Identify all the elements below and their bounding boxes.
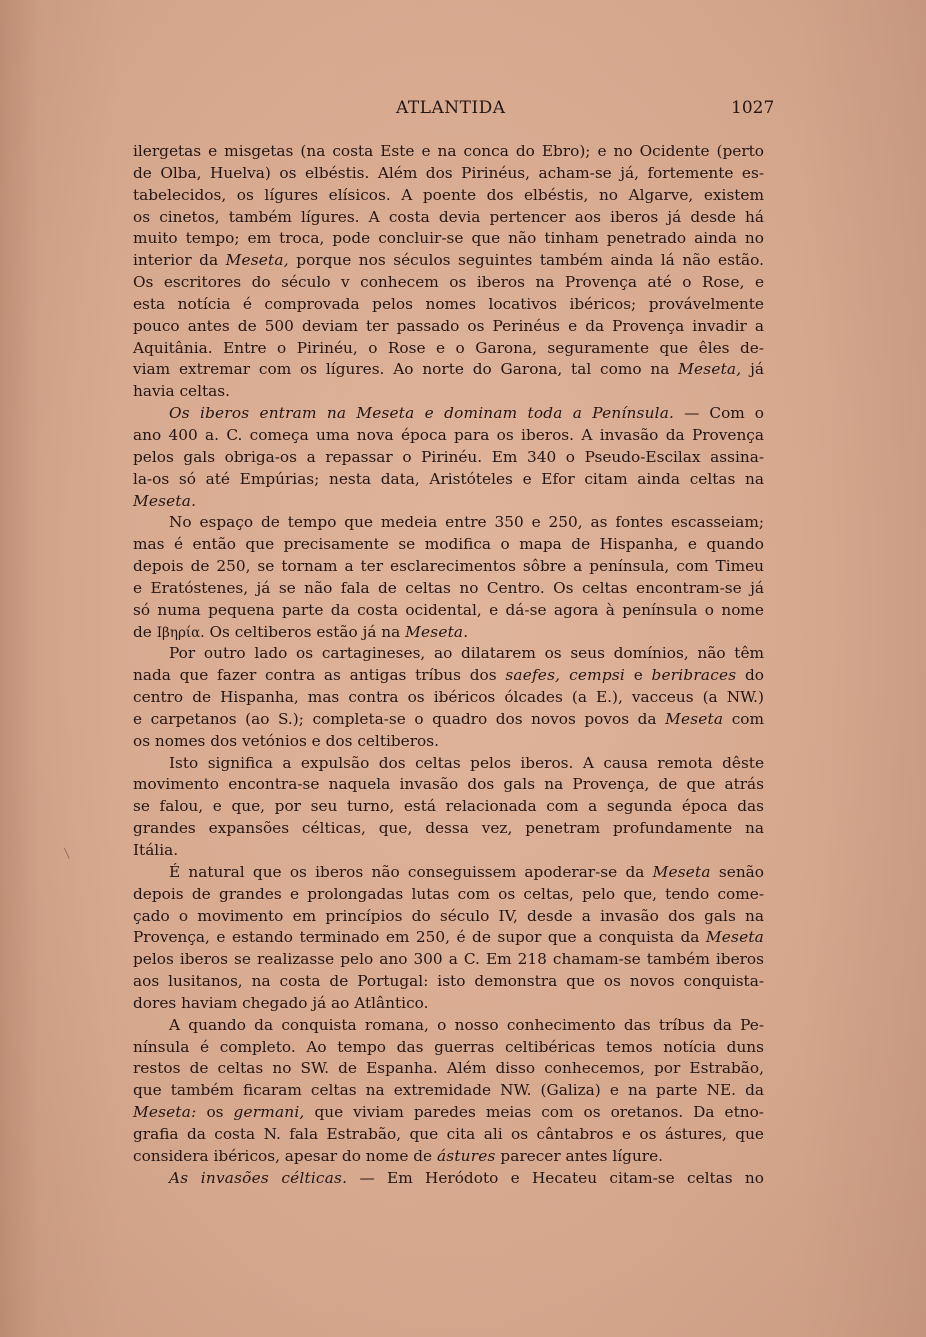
text-segment: nínsula é completo. Ao tempo das guerras celtibéricas temos notícia duns	[133, 1037, 764, 1056]
text-segment: do	[736, 666, 765, 685]
italic-text: Meseta	[665, 709, 724, 728]
text-line	[133, 600, 764, 622]
text-segment: dores haviam chegado já ao Atlântico.	[133, 993, 429, 1012]
text-segment: É natural que os iberos não conseguissem apoderar-se da	[169, 862, 653, 881]
text-segment: já	[741, 360, 764, 379]
text-segment: que também ficaram celtas na extremidade NW. (Galiza) e na parte NE. da	[133, 1081, 764, 1100]
text-line	[133, 643, 764, 665]
italic-text: Meseta	[705, 928, 764, 947]
italic-text: Meseta:	[133, 1103, 197, 1122]
text-segment: muito tempo; em troca, pode concluir-se que não tinham penetrado ainda no	[133, 229, 764, 248]
greek-text: Ιβηρία.	[156, 624, 205, 641]
text-line	[133, 228, 764, 250]
text-segment: centro de Hispanha, mas contra os ibéricos ólcades (a E.), vacceus (a NW.)	[133, 688, 764, 707]
text-segment: pelos iberos se realizasse pelo ano 300 a C. Em 218 chamam-se também iberos	[133, 950, 764, 969]
text-line	[133, 141, 764, 163]
text-line	[133, 447, 764, 469]
text-line	[133, 491, 764, 513]
text-line	[133, 993, 764, 1015]
text-segment: e Eratóstenes, já se não fala de celtas no Centro. Os celtas encontram-se já	[133, 578, 764, 597]
text-segment: considera ibéricos, apesar do nome de	[133, 1146, 437, 1165]
text-line	[133, 665, 764, 687]
text-segment: Os escritores do século v conhecem os iberos na Provença até o Rose, e	[133, 273, 764, 292]
text-segment: os cinetos, também lígures. A costa devia pertencer aos iberos já desde há	[133, 207, 764, 226]
text-line	[133, 469, 764, 491]
text-segment: Isto significa a expulsão dos celtas pelos iberos. A causa remota dêste	[169, 753, 764, 772]
text-segment: havia celtas.	[133, 382, 230, 401]
italic-text: ástures	[436, 1146, 496, 1165]
text-segment: viam extremar com os lígures. Ao norte do Garona, tal como na	[133, 360, 679, 379]
text-line	[133, 316, 764, 338]
text-segment: os nomes dos vetónios e dos celtiberos.	[133, 731, 439, 750]
text-segment: esta notícia é comprovada pelos nomes locativos ibéricos; provávelmente	[133, 294, 764, 313]
text-line	[133, 774, 764, 796]
text-line	[133, 796, 764, 818]
text-line	[133, 906, 764, 928]
text-segment: ilergetas e misgetas (na costa Este e na conca do Ebro); e no Ocidente (perto	[133, 142, 764, 160]
text-line	[133, 1146, 764, 1168]
text-segment: Provença, e estando terminado em 250, é de supor que a conquista da	[133, 928, 706, 947]
text-line	[133, 578, 764, 600]
text-line	[133, 338, 764, 360]
italic-text: Meseta.	[133, 491, 197, 510]
text-segment: çado o movimento em princípios do século IV, desde a invasão dos gals na	[133, 906, 764, 925]
text-line	[133, 250, 764, 272]
text-line	[133, 512, 764, 534]
text-segment: Aquitânia. Entre o Pirinéu, o Rose e o Garona, seguramente que êles de-	[133, 338, 764, 357]
text-segment: senão	[710, 862, 764, 881]
text-segment: movimento encontra-se naquela invasão dos gals na Provença, de que atrás	[133, 775, 764, 794]
text-segment: Os celtiberos estão já na	[204, 622, 406, 641]
text-line	[133, 1058, 764, 1080]
text-line	[133, 359, 764, 381]
text-segment: restos de celtas no SW. de Espanha. Além disso conhecemos, por Estrabão,	[133, 1059, 764, 1078]
text-line	[133, 840, 764, 862]
text-segment: com	[723, 709, 764, 728]
running-title: ATLANTIDA	[396, 98, 506, 118]
text-line	[133, 971, 764, 993]
text-line	[133, 818, 764, 840]
italic-text: As invasões célticas.	[169, 1168, 348, 1187]
italic-text: beribraces	[651, 666, 737, 685]
text-line	[133, 1037, 764, 1059]
text-line	[133, 862, 764, 884]
text-segment: Por outro lado os cartagineses, ao dilatarem os seus domínios, não têm	[169, 644, 764, 663]
text-segment: interior da	[133, 251, 226, 270]
text-segment: grafia da costa N. fala Estrabão, que cita ali os cântabros e os ástures, que	[133, 1124, 764, 1143]
text-segment: nada que fazer contra as antigas tríbus dos	[133, 666, 506, 685]
text-segment: — Com o	[674, 404, 764, 423]
italic-text: Meseta	[652, 862, 711, 881]
text-line	[133, 709, 764, 731]
italic-text: Meseta,	[678, 360, 742, 379]
text-line	[133, 622, 764, 644]
text-line	[133, 425, 764, 447]
text-line	[133, 1168, 764, 1190]
text-line	[133, 1102, 764, 1124]
text-line	[133, 185, 764, 207]
italic-text: saefes, cempsi	[505, 666, 625, 685]
text-line	[133, 534, 764, 556]
text-segment: só numa pequena parte da costa ocidental, e dá-se agora à península o nome	[133, 600, 764, 619]
text-segment: Itália.	[133, 841, 179, 859]
margin-pencil-mark	[64, 845, 75, 859]
text-segment: grandes expansões célticas, que, dessa vez, penetram profundamente na	[133, 819, 764, 838]
text-line	[133, 163, 764, 185]
text-segment: tabelecidos, os lígures elísicos. A poente dos elbéstis, no Algarve, existem	[133, 185, 764, 204]
text-segment: se falou, e que, por seu turno, está relacionada com a segunda época das	[133, 797, 764, 816]
text-line	[133, 884, 764, 906]
text-segment: depois de grandes e prolongadas lutas com os celtas, pelo que, tendo come-	[133, 884, 764, 903]
text-line	[133, 556, 764, 578]
text-line	[133, 381, 764, 403]
text-segment: ano 400 a. C. começa uma nova época para os iberos. A invasão da Provença	[133, 425, 764, 444]
page-number: 1027	[731, 98, 775, 118]
text-segment: que viviam paredes meias com os oretanos. Da etno-	[304, 1103, 764, 1122]
text-line	[133, 1015, 764, 1037]
text-segment: aos lusitanos, na costa de Portugal: isto demonstra que os novos conquista-	[133, 972, 764, 991]
text-segment: de	[133, 622, 157, 641]
text-line	[133, 294, 764, 316]
italic-text: Meseta,	[225, 251, 289, 270]
body-text	[133, 141, 764, 1190]
text-line	[133, 949, 764, 971]
italic-text: germani,	[233, 1103, 305, 1122]
text-line	[133, 927, 764, 949]
text-line	[133, 207, 764, 229]
text-segment: depois de 250, se tornam a ter esclarecimentos sôbre a península, com Timeu	[133, 557, 764, 576]
text-line	[133, 272, 764, 294]
text-segment: de Olba, Huelva) os elbéstis. Além dos Pirinéus, acham-se já, fortemente es-	[133, 163, 764, 182]
text-line	[133, 403, 764, 425]
italic-text: Os iberos entram na Meseta e dominam toda a Península.	[169, 404, 675, 423]
italic-text: Meseta.	[405, 622, 469, 641]
text-line	[133, 1080, 764, 1102]
text-line	[133, 687, 764, 709]
text-segment: os	[196, 1103, 234, 1122]
text-line	[133, 1124, 764, 1146]
text-segment: pouco antes de 500 deviam ter passado os Perinéus e da Provença invadir a	[133, 316, 764, 335]
text-segment: — Em Heródoto e Hecateu citam-se celtas no	[347, 1168, 764, 1187]
text-segment: porque nos séculos seguintes também ainda lá não estão.	[288, 251, 764, 270]
text-segment: No espaço de tempo que medeia entre 350 e 250, as fontes escasseiam;	[169, 513, 764, 532]
text-line	[133, 753, 764, 775]
text-segment: pelos gals obriga-os a repassar o Pirinéu. Em 340 o Pseudo-Escilax assina-	[133, 447, 764, 466]
text-segment: e	[624, 666, 652, 685]
text-segment: e carpetanos (ao S.); completa-se o quadro dos novos povos da	[133, 709, 666, 728]
text-segment: parecer antes lígure.	[495, 1146, 664, 1165]
text-segment: mas é então que precisamente se modifica o mapa de Hispanha, e quando	[133, 535, 764, 554]
text-segment: A quando da conquista romana, o nosso conhecimento das tríbus da Pe-	[169, 1015, 764, 1034]
running-head	[0, 98, 926, 124]
text-segment: la-os só até Empúrias; nesta data, Aristóteles e Efor citam ainda celtas na	[133, 469, 764, 488]
text-line	[133, 731, 764, 753]
